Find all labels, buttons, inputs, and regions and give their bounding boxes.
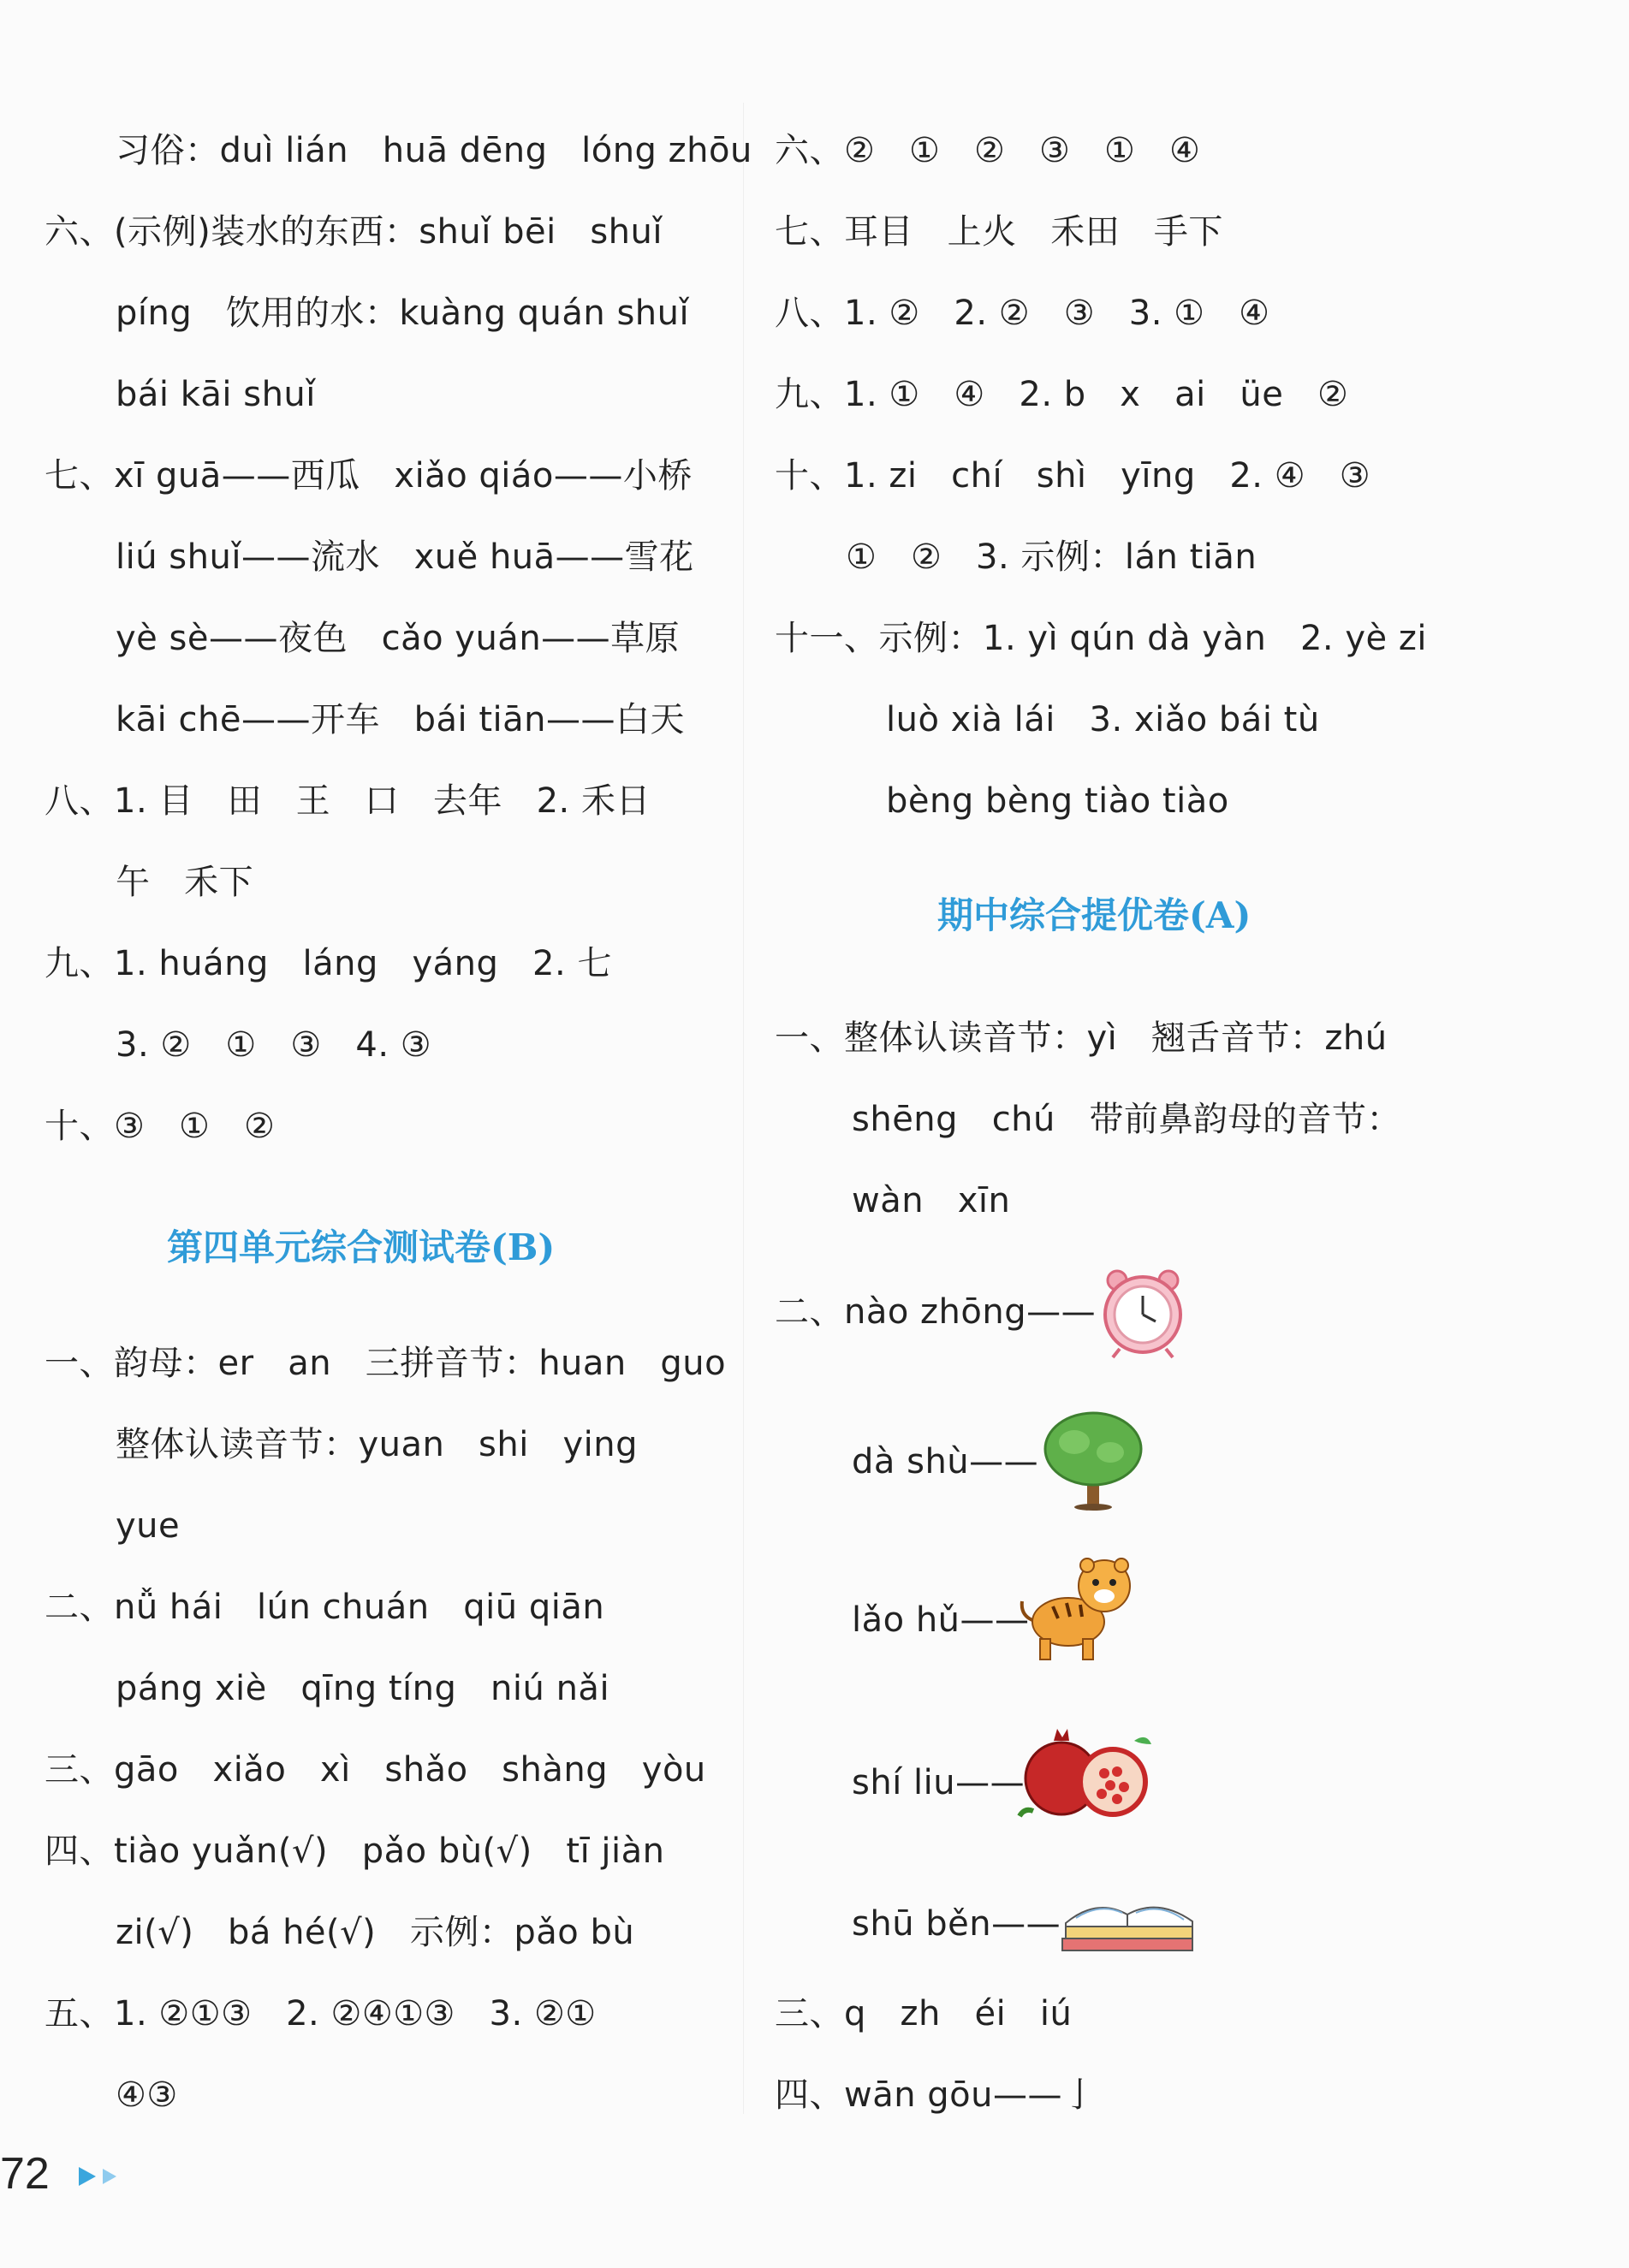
text-line: 六、② ① ② ③ ① ④ [775, 131, 1201, 170]
text-line: wàn xīn [852, 1181, 1011, 1220]
text-line: 十一、示例：1. yì qún dà yàn 2. yè zi [775, 619, 1427, 658]
text-line: 九、1. ① ④ 2. b x ai üe ② [775, 375, 1349, 414]
text-line: píng 饮用的水：kuàng quán shuǐ [116, 294, 690, 333]
text-line: 七、耳目 上火 禾田 手下 [775, 212, 1223, 252]
text-line: 一、整体认读音节：yì 翘舌音节：zhú [775, 1018, 1388, 1058]
text-line: zi(√) bá hé(√) 示例：pǎo bù [116, 1913, 635, 1952]
book-icon [1057, 1879, 1198, 1960]
match-item-alarm-clock: 二、nào zhōng—— [775, 1292, 1097, 1332]
match-item-book: shū běn—— [852, 1904, 1061, 1944]
text-line: 三、q zh éi iú [775, 1994, 1073, 2033]
text-line: yè sè——夜色 cǎo yuán——草原 [116, 619, 681, 658]
text-line: páng xiè qīng tíng niú nǎi [116, 1669, 610, 1708]
page-number: 72 [0, 2149, 50, 2199]
text-line: ④③ [116, 2075, 178, 2115]
section-title: 期中综合提优卷(A) [937, 894, 1251, 936]
column-divider [743, 103, 744, 2114]
text-line: shēng chú 带前鼻韵母的音节： [852, 1100, 1402, 1139]
text-line: yue [116, 1506, 181, 1546]
text-line: 八、1. 目 田 王 口 去年 2. 禾日 [45, 781, 651, 821]
text-line: 3. ② ① ③ 4. ③ [116, 1025, 432, 1065]
match-item-tree: dà shù—— [852, 1442, 1039, 1481]
text-line: 习俗：duì lián huā dēng lóng zhōu [116, 131, 752, 170]
text-line: bèng bèng tiào tiào [886, 781, 1229, 821]
pomegranate-icon [1014, 1720, 1156, 1827]
text-line: 十、③ ① ② [45, 1107, 276, 1146]
arrow-icon [77, 2164, 128, 2189]
text-line: 三、gāo xiǎo xì shǎo shàng yòu [45, 1750, 706, 1790]
text-line: 二、nǚ hái lún chuán qiū qiān [45, 1588, 605, 1627]
text-line: bái kāi shuǐ [116, 375, 316, 414]
text-line: 午 禾下 [116, 863, 254, 902]
text-line: 九、1. huáng láng yáng 2. 七 [45, 944, 612, 983]
text-line: 整体认读音节：yuan shi ying [116, 1425, 639, 1464]
tree-icon [1040, 1408, 1147, 1511]
text-line: ① ② 3. 示例：lán tiān [846, 537, 1257, 577]
text-line: kāi chē——开车 bái tiān——白天 [116, 700, 685, 739]
text-line: 六、(示例)装水的东西：shuǐ bēi shuǐ [45, 212, 663, 252]
text-line: 四、wān gōu——亅 [775, 2075, 1097, 2115]
match-item-tiger: lǎo hǔ—— [852, 1600, 1030, 1640]
text-line: 一、韵母：er an 三拼音节：huan guo [45, 1344, 727, 1383]
text-line: 四、tiào yuǎn(√) pǎo bù(√) tī jiàn [45, 1832, 665, 1871]
text-line: 七、xī guā——西瓜 xiǎo qiáo——小桥 [45, 456, 693, 496]
alarm-clock-icon [1096, 1265, 1190, 1359]
text-line: liú shuǐ——流水 xuě huā——雪花 [116, 537, 694, 577]
match-item-pomegranate: shí liu—— [852, 1763, 1026, 1802]
text-line: 十、1. zi chí shì yīng 2. ④ ③ [775, 456, 1371, 496]
text-line: 五、1. ②①③ 2. ②④①③ 3. ②① [45, 1994, 597, 2033]
tiger-icon [1019, 1553, 1139, 1665]
text-line: luò xià lái 3. xiǎo bái tù [886, 700, 1320, 739]
section-title: 第四单元综合测试卷(B) [167, 1226, 556, 1268]
text-line: 八、1. ② 2. ② ③ 3. ① ④ [775, 294, 1270, 333]
